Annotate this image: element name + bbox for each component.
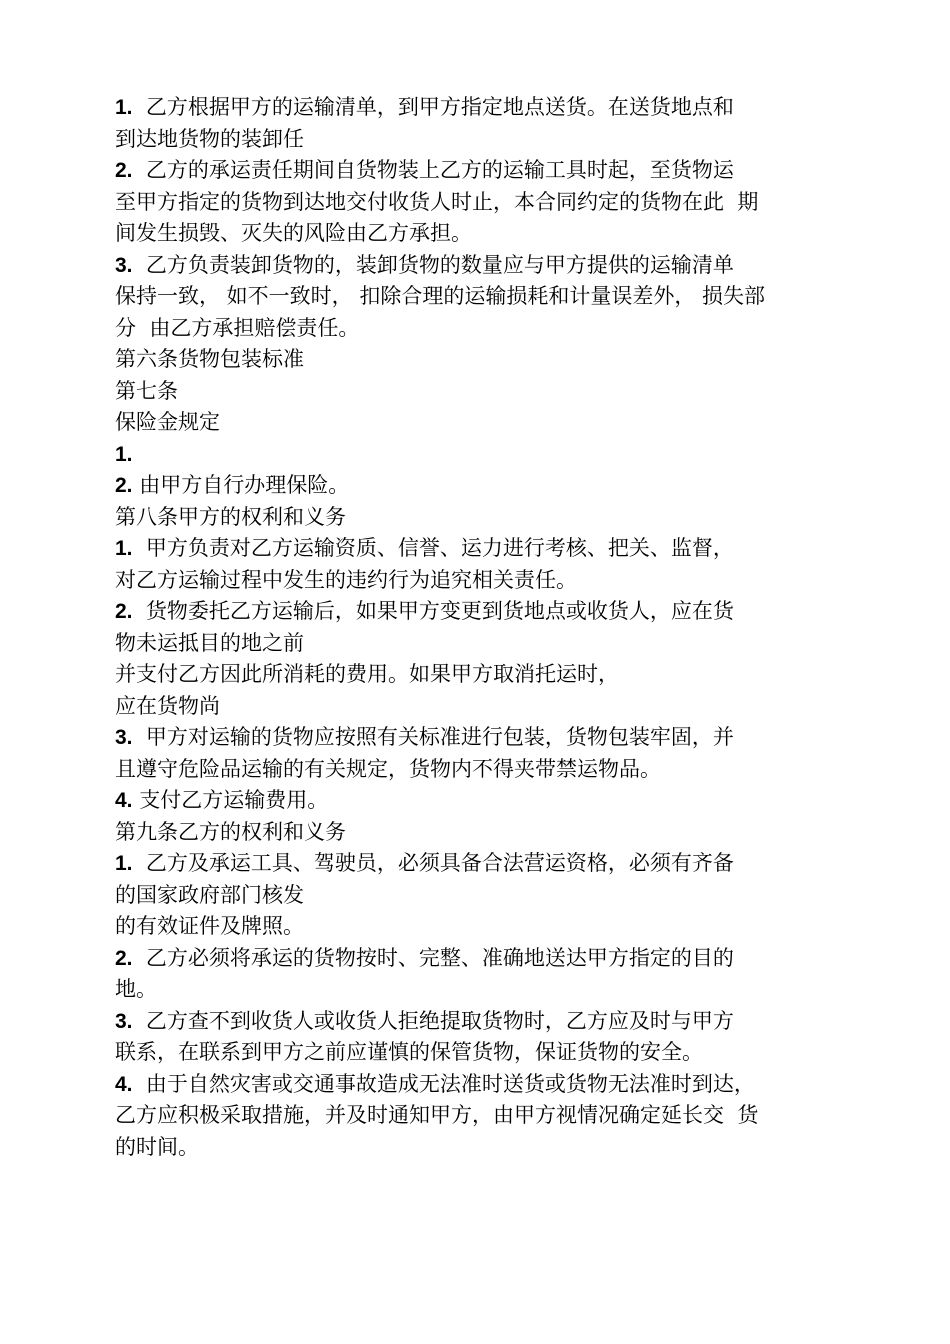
item-number: 1. <box>115 442 133 466</box>
line-text: 分 由乙方承担赔偿责任。 <box>115 315 360 340</box>
line-text: 且遵守危险品运输的有关规定，货物内不得夹带禁运物品。 <box>115 756 661 781</box>
text-line <box>115 502 845 534</box>
text-line <box>115 754 845 786</box>
text-line <box>115 250 845 282</box>
text-line <box>115 439 845 471</box>
line-text: 由甲方自行办理保险。 <box>132 473 350 497</box>
item-number: 1. <box>115 96 133 119</box>
text-line <box>115 1037 845 1069</box>
line-text: 间发生损毁、灭失的风险由乙方承担。 <box>115 221 472 245</box>
line-text: 甲方对运输的货物应按照有关标准进行包装，货物包装牢固，并 <box>132 725 734 749</box>
text-line <box>115 1006 845 1038</box>
line-text: 对乙方运输过程中发生的违约行为追究相关责任。 <box>115 567 577 592</box>
line-text: 地。 <box>115 977 157 1001</box>
item-number: 2. <box>115 159 133 182</box>
document-body <box>115 92 845 1163</box>
text-line <box>115 785 845 817</box>
text-line <box>115 376 845 408</box>
text-line <box>115 565 845 597</box>
line-text: 乙方负责装卸货物的，装卸货物的数量应与甲方提供的运输清单 <box>132 252 734 277</box>
text-line <box>115 911 845 943</box>
item-number: 4. <box>115 789 133 812</box>
text-line <box>115 848 845 880</box>
line-text: 乙方根据甲方的运输清单，到甲方指定地点送货。在送货地点和 <box>132 95 734 119</box>
line-text: 乙方的承运责任期间自货物装上乙方的运输工具时起，至货物运 <box>132 158 734 182</box>
text-line <box>115 880 845 912</box>
line-text: 乙方应积极采取措施，并及时通知甲方，由甲方视情况确定延长交 货 <box>115 1103 759 1127</box>
line-text: 乙方查不到收货人或收货人拒绝提取货物时，乙方应及时与甲方 <box>132 1008 734 1033</box>
text-line <box>115 691 845 723</box>
line-text: 应在货物尚 <box>115 693 220 718</box>
text-line <box>115 943 845 975</box>
text-line <box>115 218 845 250</box>
item-number: 3. <box>115 1009 133 1033</box>
line-text: 第九条乙方的权利和义务 <box>115 819 346 844</box>
item-number: 3. <box>115 726 133 749</box>
line-text: 联系，在联系到甲方之前应谨慎的保管货物，保证货物的安全。 <box>115 1040 703 1064</box>
text-line <box>115 1132 845 1164</box>
text-line <box>115 187 845 219</box>
text-line <box>115 596 845 628</box>
line-text: 支付乙方运输费用。 <box>132 788 329 812</box>
text-line <box>115 628 845 660</box>
item-number: 1. <box>115 537 133 560</box>
item-number: 4. <box>115 1072 133 1096</box>
item-number: 3. <box>115 253 133 277</box>
line-text: 第八条甲方的权利和义务 <box>115 504 346 529</box>
line-text: 并支付乙方因此所消耗的费用。如果甲方取消托运时， <box>115 662 619 686</box>
line-text: 的国家政府部门核发 <box>115 882 304 907</box>
text-line <box>115 470 845 502</box>
text-line <box>115 1100 845 1132</box>
line-text: 乙方及承运工具、驾驶员，必须具备合法营运资格，必须有齐备 <box>132 851 734 875</box>
item-number: 2. <box>115 474 133 497</box>
text-line <box>115 659 845 691</box>
text-line <box>115 313 845 345</box>
item-number: 2. <box>115 600 133 623</box>
text-line <box>115 407 845 439</box>
line-text: 的时间。 <box>115 1134 199 1159</box>
line-text: 至甲方指定的货物到达地交付收货人时止，本合同约定的货物在此 期 <box>115 189 759 214</box>
text-line <box>115 155 845 187</box>
line-text: 到达地货物的装卸任 <box>115 126 304 151</box>
line-text: 货物委托乙方运输后，如果甲方变更到货地点或收货人，应在货 <box>132 599 734 623</box>
item-number: 1. <box>115 852 133 875</box>
line-text: 乙方必须将承运的货物按时、完整、准确地送达甲方指定的目的 <box>132 945 734 970</box>
text-line <box>115 281 845 313</box>
text-line <box>115 344 845 376</box>
text-line <box>115 817 845 849</box>
text-line <box>115 533 845 565</box>
line-text: 的有效证件及牌照。 <box>115 914 304 938</box>
line-text: 保持一致， 如不一致时， 扣除合理的运输损耗和计量误差外， 损失部 <box>115 284 766 308</box>
line-text: 第七条 <box>115 378 178 403</box>
text-line <box>115 974 845 1006</box>
text-line <box>115 92 845 124</box>
text-line <box>115 722 845 754</box>
line-text: 第六条货物包装标准 <box>115 347 304 371</box>
item-number: 2. <box>115 946 133 970</box>
text-line <box>115 124 845 156</box>
line-text: 甲方负责对乙方运输资质、信誉、运力进行考核、把关、监督， <box>132 536 734 560</box>
text-line <box>115 1069 845 1101</box>
line-text: 由于自然灾害或交通事故造成无法准时送货或货物无法准时到达， <box>132 1071 755 1096</box>
line-text: 保险金规定 <box>115 410 220 434</box>
line-text: 物未运抵目的地之前 <box>115 630 304 655</box>
